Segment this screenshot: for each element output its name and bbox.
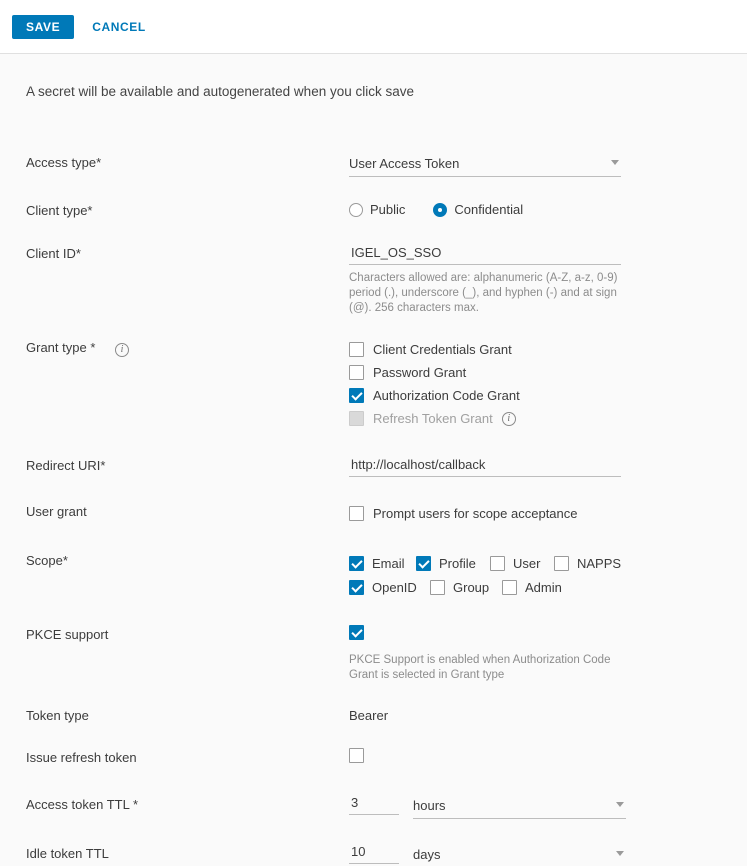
access-type-value: User Access Token: [349, 156, 460, 171]
scope-required: *: [62, 553, 68, 568]
checkbox-scope-admin[interactable]: [502, 580, 562, 595]
cancel-button[interactable]: CANCEL: [92, 19, 146, 34]
grant-type-label-text: Grant type: [26, 340, 91, 355]
checkbox-scope-group[interactable]: [430, 580, 502, 595]
user-grant-label: User grant: [26, 504, 87, 519]
authorization-code-grant-label: Authorization Code Grant: [373, 388, 520, 403]
client-type-field: [349, 201, 747, 217]
issue-refresh-token-field: [349, 748, 747, 768]
scope-profile-label: Profile: [439, 555, 476, 571]
checkbox-refresh-token-grant: [349, 407, 747, 430]
access-token-ttl-input[interactable]: [349, 795, 399, 815]
idle-token-ttl-label: Idle token TTL: [26, 846, 109, 861]
redirect-uri-input[interactable]: [349, 457, 621, 477]
pkce-helper: PKCE Support is enabled when Authorization Code Grant is selected in Grant type: [349, 654, 611, 681]
refresh-token-grant-checkbox-icon: [349, 411, 364, 426]
row-token-type: [0, 706, 747, 723]
row-idle-token-ttl: [0, 844, 747, 866]
scope-label: [26, 551, 349, 568]
token-type-value: Bearer: [349, 708, 389, 723]
token-type-label: Token type: [26, 708, 89, 723]
redirect-uri-label: [26, 456, 349, 473]
prompt-users-checkbox-icon: [349, 506, 364, 521]
grant-type-label: [26, 338, 349, 357]
checkbox-scope-profile[interactable]: [416, 556, 490, 571]
access-type-select[interactable]: [349, 153, 621, 177]
redirect-uri-label-text: Redirect URI: [26, 458, 101, 473]
client-type-label: [26, 201, 349, 218]
scope-napps-label: NAPPS: [577, 555, 622, 571]
redirect-uri-field: [349, 456, 747, 477]
scope-group-checkbox-icon: [430, 580, 445, 595]
radio-public-label: Public: [370, 202, 406, 217]
scope-field: [349, 551, 747, 599]
chevron-down-icon: [611, 160, 619, 165]
prompt-users-label: Prompt users for scope acceptance: [373, 506, 578, 521]
form-rows: [0, 99, 747, 866]
scope-email-checkbox-icon: [349, 556, 364, 571]
access-type-required: *: [96, 155, 102, 170]
radio-confidential-label: Confidential: [454, 202, 524, 217]
password-grant-label: Password Grant: [373, 365, 467, 380]
row-grant-type: [0, 338, 747, 430]
user-grant-field: [349, 502, 747, 525]
grant-type-info-icon[interactable]: i: [115, 343, 129, 357]
checkbox-prompt-users-scope-acceptance[interactable]: [349, 502, 747, 525]
client-type-label-text: Client type: [26, 203, 88, 218]
client-id-required: *: [75, 246, 81, 261]
idle-token-ttl-unit-value: days: [413, 847, 441, 862]
checkbox-password-grant[interactable]: [349, 361, 747, 384]
row-client-id: [0, 244, 747, 316]
checkbox-scope-user[interactable]: [490, 556, 554, 571]
checkbox-authorization-code-grant[interactable]: [349, 384, 747, 407]
idle-token-ttl-input[interactable]: [349, 844, 399, 864]
row-issue-refresh-token: [0, 748, 747, 768]
access-token-ttl-unit-value: hours: [413, 798, 446, 813]
client-id-label-text: Client ID: [26, 246, 76, 261]
scope-openid-checkbox-icon: [349, 580, 364, 595]
row-scope: [0, 551, 747, 599]
issue-refresh-token-checkbox-icon[interactable]: [349, 748, 364, 763]
pkce-checkbox-icon[interactable]: [349, 625, 364, 640]
redirect-uri-required: *: [100, 458, 106, 473]
row-pkce-support: [0, 625, 747, 683]
authorization-code-grant-checkbox-icon: [349, 388, 364, 403]
access-token-ttl-label-text: Access token TTL: [26, 797, 133, 812]
access-token-ttl-required: *: [132, 797, 138, 812]
radio-confidential[interactable]: [433, 202, 523, 217]
refresh-token-grant-info-icon[interactable]: i: [502, 412, 516, 426]
row-client-type: [0, 201, 747, 218]
client-type-required: *: [87, 203, 93, 218]
save-button[interactable]: SAVE: [12, 15, 74, 39]
row-access-type: [0, 153, 747, 177]
row-access-token-ttl: [0, 795, 747, 819]
client-id-label: [26, 244, 349, 261]
scope-admin-checkbox-icon: [502, 580, 517, 595]
password-grant-checkbox-icon: [349, 365, 364, 380]
radio-public[interactable]: [349, 202, 405, 217]
client-id-helper: Characters allowed are: alphanumeric (A-Z, a-z, 0-9) period (.), underscore (_), and hyphen (-) and at sign (@). 256 characters max.: [349, 272, 618, 314]
checkbox-scope-email[interactable]: [349, 556, 416, 571]
pkce-label: PKCE support: [26, 627, 109, 642]
grant-type-required: *: [90, 340, 96, 355]
scope-user-label: User: [513, 555, 541, 571]
idle-token-ttl-unit-select[interactable]: [413, 844, 626, 866]
scope-group-label: Group: [453, 579, 490, 595]
access-token-ttl-label: [26, 795, 349, 812]
scope-profile-checkbox-icon: [416, 556, 431, 571]
issue-refresh-token-label: Issue refresh token: [26, 750, 137, 765]
scope-label-text: Scope: [26, 553, 63, 568]
access-token-ttl-field: [349, 795, 747, 819]
scope-admin-label: Admin: [525, 579, 562, 595]
scope-email-label: Email: [372, 555, 405, 571]
checkbox-scope-openid[interactable]: [349, 580, 430, 595]
client-credentials-grant-label: Client Credentials Grant: [373, 342, 512, 357]
secret-notice: A secret will be available and autogenerated when you click save: [26, 84, 414, 99]
row-user-grant: [0, 502, 747, 525]
pkce-field: [349, 625, 747, 683]
client-id-field: [349, 244, 747, 316]
chevron-down-icon: [616, 802, 624, 807]
idle-token-ttl-field: [349, 844, 747, 866]
chevron-down-icon: [616, 851, 624, 856]
client-credentials-grant-checkbox-icon: [349, 342, 364, 357]
access-type-label: [26, 153, 349, 170]
access-type-field: [349, 153, 747, 177]
client-form: [0, 54, 747, 866]
client-type-radio-group: [349, 201, 747, 217]
scope-row-2: [349, 575, 747, 599]
scope-openid-label: OpenID: [372, 579, 417, 595]
scope-user-checkbox-icon: [490, 556, 505, 571]
token-type-field: [349, 706, 747, 723]
checkbox-client-credentials-grant[interactable]: [349, 338, 747, 361]
scope-row-1: [349, 551, 747, 575]
radio-confidential-icon: [433, 203, 447, 217]
grant-type-field: [349, 338, 747, 430]
row-redirect-uri: [0, 456, 747, 477]
refresh-token-grant-label: Refresh Token Grant: [373, 411, 493, 426]
form-toolbar: [0, 0, 747, 54]
access-token-ttl-unit-select[interactable]: [413, 795, 626, 819]
radio-public-icon: [349, 203, 363, 217]
checkbox-scope-napps[interactable]: [554, 556, 621, 571]
scope-napps-checkbox-icon: [554, 556, 569, 571]
access-type-label-text: Access type: [26, 155, 97, 170]
client-id-input[interactable]: [349, 245, 621, 265]
